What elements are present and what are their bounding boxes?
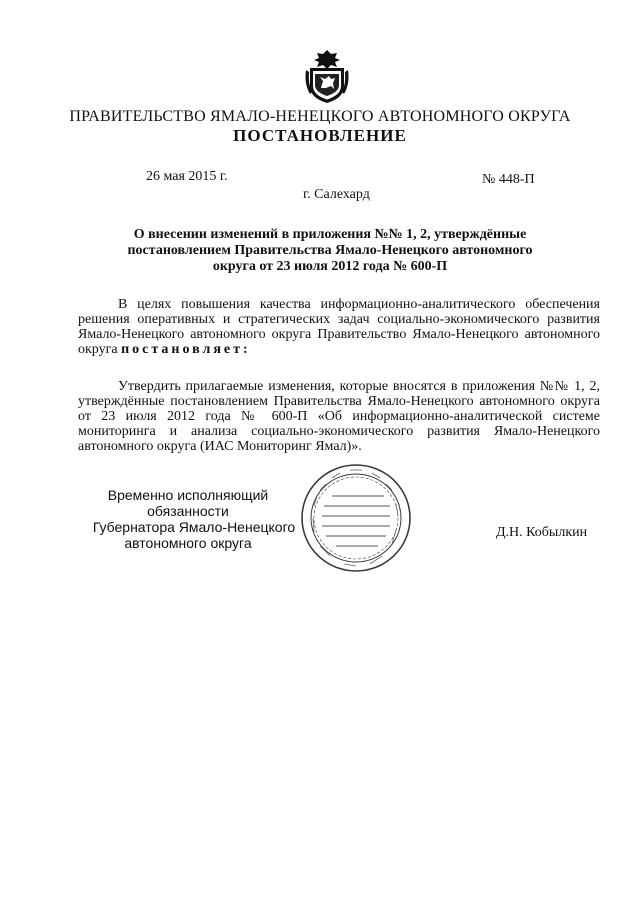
preamble-text: В целях повышения качества информационно-аналитического обеспечения решения оперативных и стратегических задач социально-экономического развития Ямало-Ненецкого автономного округа Правительство Ямало-Ненецкого автономного округа [78,297,600,357]
resolution-paragraph: Утвердить прилагаемые изменения, которые вносятся в приложения №№ 1, 2, утверждённые постановлением Правительства Ямало-Ненецкого автономного округа от 23 июля 2012 года № 600-П «Об информационно-аналитической системе мониторинга и анализа социально-экономического развития Ямало-Ненецкого автономного округа (ИАС Мониторинг Ямал)». [78,379,600,454]
official-stamp-icon [298,460,414,576]
signatory-position [72,487,304,551]
document-subject: О внесении изменений в приложения №№ 1, 2, утверждённые постановлением Правительства Ямало-Ненецкого автономного округа от 23 июля 2012 года № 600-П [127,227,533,274]
signatory-position-line-2: Губернатора Ямало-Ненецкого [92,519,296,535]
preamble-paragraph [78,297,600,357]
signatory-position-line-3: автономного округа [124,535,252,551]
resolves-word: постановляет: [121,342,251,357]
document-city: г. Салехард [303,187,370,202]
signatory-name: Д.Н. Кобылкин [496,525,588,540]
document-date: 26 мая 2015 г. [146,169,228,184]
document-number: № 448-П [482,172,535,187]
signatory-position-line-1: Временно исполняющий обязанности [107,487,269,519]
document-type: ПОСТАНОВЛЕНИЕ [233,126,407,145]
government-title: ПРАВИТЕЛЬСТВО ЯМАЛО-НЕНЕЦКОГО АВТОНОМНОГО ОКРУГА [69,108,571,125]
coat-of-arms-icon [304,48,350,104]
